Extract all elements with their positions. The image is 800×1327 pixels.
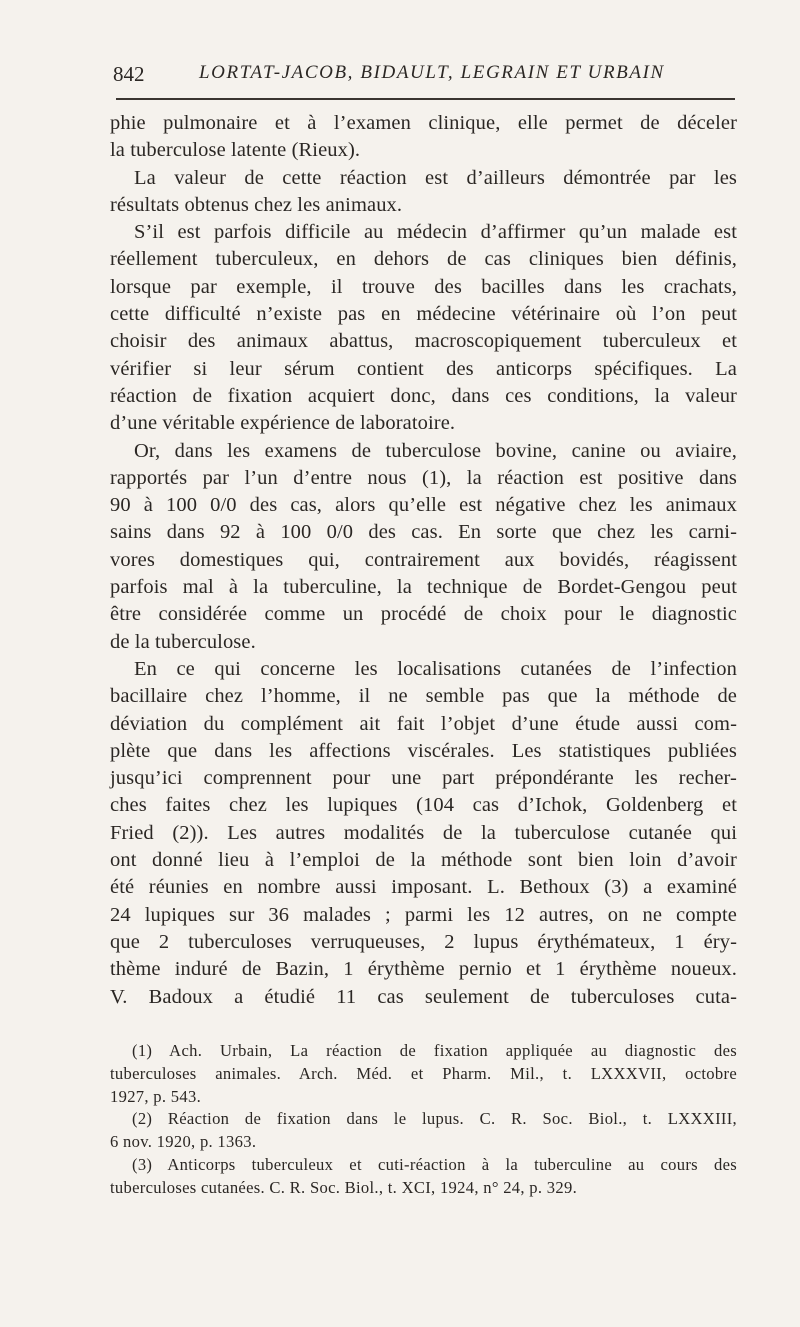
running-head: LORTAT-JACOB, BIDAULT, LEGRAIN ET URBAIN [199, 62, 665, 83]
body-line: V. Badoux a étudié 11 cas seulement de tuberculoses cuta- [110, 985, 737, 1008]
body-line: parfois mal à la tuberculine, la technique de Bordet-Gengou peut [110, 576, 737, 599]
body-line: réellement tuberculeux, en dehors de cas cliniques bien définis, [110, 248, 737, 271]
footnotes [110, 1040, 737, 1200]
footnote-line: 6 nov. 1920, p. 1363. [110, 1132, 257, 1152]
footnote-line: (3) Anticorps tuberculeux et cuti-réaction à la tuberculine au cours des [132, 1154, 737, 1174]
footnote-line: (1) Ach. Urbain, La réaction de fixation appliquée au diagnostic des [132, 1041, 737, 1060]
body-line: réaction de fixation acquiert donc, dans ces conditions, la valeur [110, 384, 737, 407]
page-number: 842 [113, 62, 145, 86]
body-line: vores domestiques qui, contrairement aux bovidés, réagissent [110, 548, 737, 571]
body-line: que 2 tuberculoses verruqueuses, 2 lupus érythémateux, 1 éry- [110, 930, 737, 953]
footnote-line: (2) Réaction de fixation dans le lupus. C. R. Soc. Biol., t. LXXXIII, [132, 1109, 737, 1129]
body-line: résultats obtenus chez les animaux. [110, 193, 403, 216]
body-line: ont donné lieu à l’emploi de la méthode sont bien loin d’avoir [110, 849, 737, 872]
header-rule [116, 98, 735, 100]
body-line: 24 lupiques sur 36 malades ; parmi les 12 autres, on ne compte [110, 903, 737, 926]
body-line: vérifier si leur sérum contient des anticorps spécifiques. La [110, 357, 737, 380]
body-line: La valeur de cette réaction est d’ailleurs démontrée par les [134, 166, 737, 189]
body-line: 90 à 100 0/0 des cas, alors qu’elle est négative chez les animaux [110, 494, 737, 517]
body-line: cette difficulté n’existe pas en médecine vétérinaire où l’on peut [110, 303, 737, 326]
body-line: Fried (2)). Les autres modalités de la tuberculose cutanée qui [110, 821, 737, 844]
body-line: la tuberculose latente (Rieux). [110, 139, 361, 162]
body-line: bacillaire chez l’homme, il ne semble pas que la méthode de [110, 685, 737, 708]
body-line: déviation du complément ait fait l’objet d’une étude aussi com- [110, 712, 737, 735]
body-line: jusqu’ici comprennent pour une part prépondérante les recher- [110, 767, 737, 790]
body-line: choisir des animaux abattus, macroscopiquement tuberculeux et [110, 330, 737, 353]
body-line: thème induré de Bazin, 1 érythème pernio et 1 érythème noueux. [110, 958, 737, 981]
footnote-line: tuberculoses cutanées. C. R. Soc. Biol., t. XCI, 1924, n° 24, p. 329. [110, 1177, 578, 1197]
body-line: être considérée comme un procédé de choix pour le diagnostic [110, 603, 737, 626]
body-text [110, 110, 737, 1011]
body-line: de la tuberculose. [110, 630, 256, 653]
body-line: ches faites chez les lupiques (104 cas d’Ichok, Goldenberg et [110, 794, 737, 817]
body-line: phie pulmonaire et à l’examen clinique, elle permet de déceler [110, 112, 737, 134]
page-header [113, 62, 735, 92]
footnote-line: 1927, p. 543. [110, 1086, 202, 1106]
body-line: sains dans 92 à 100 0/0 des cas. En sorte que chez les carni- [110, 521, 737, 544]
body-line: En ce qui concerne les localisations cutanées de l’infection [134, 657, 737, 680]
body-line: d’une véritable expérience de laboratoire. [110, 412, 456, 435]
footnote-line: tuberculoses animales. Arch. Méd. et Pharm. Mil., t. LXXXVII, octobre [110, 1063, 737, 1083]
body-line: été réunies en nombre aussi imposant. L. Bethoux (3) a examiné [110, 876, 737, 899]
body-line: Or, dans les examens de tuberculose bovine, canine ou aviaire, [134, 439, 737, 462]
body-line: S’il est parfois difficile au médecin d’affirmer qu’un malade est [134, 221, 737, 244]
body-line: rapportés par l’un d’entre nous (1), la réaction est positive dans [110, 466, 737, 489]
body-line: lorsque par exemple, il trouve des bacilles dans les crachats, [110, 275, 737, 298]
body-line: plète que dans les affections viscérales. Les statistiques publiées [110, 739, 737, 762]
